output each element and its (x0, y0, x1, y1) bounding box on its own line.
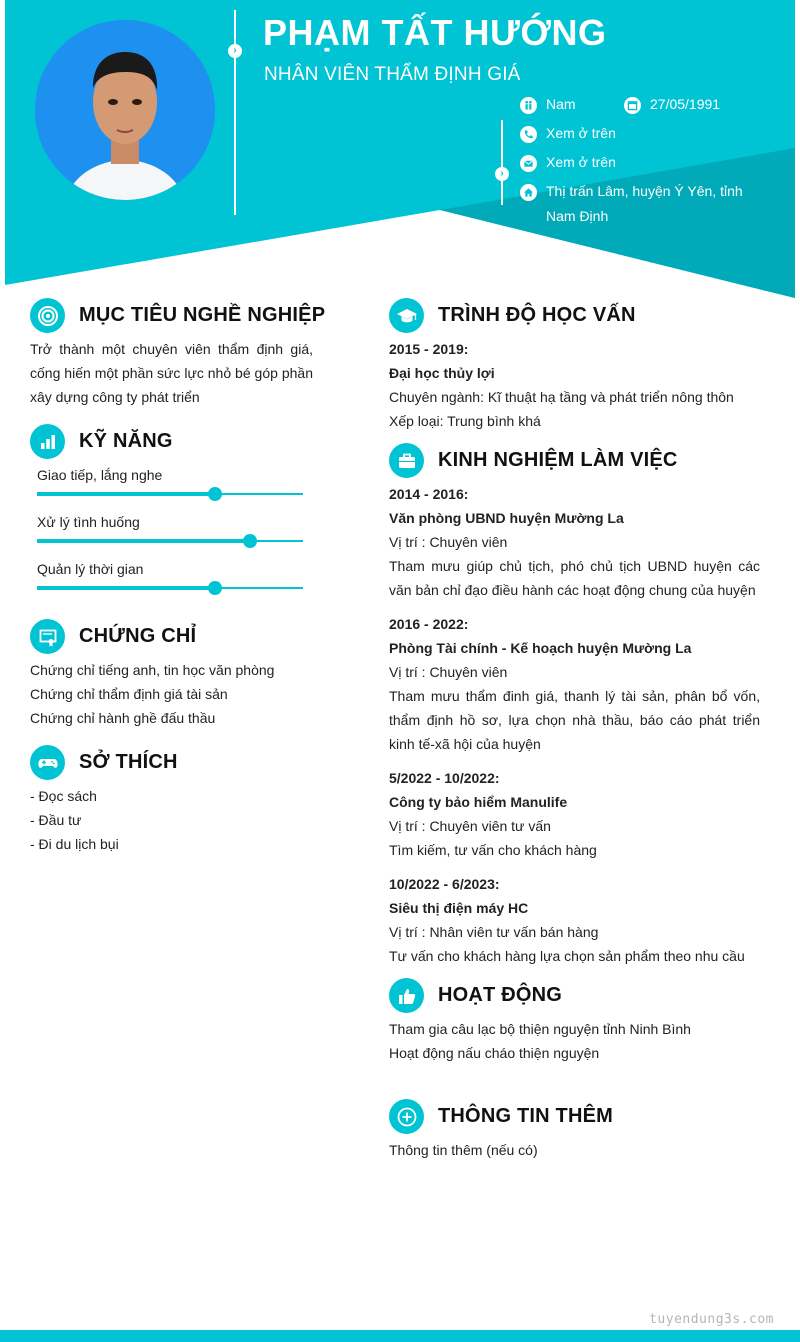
activity-item: Hoạt động nấu cháo thiện nguyện (389, 1045, 600, 1061)
objective-text: Trở thành một chuyên viên thẩm định giá, cống hiến một phần sức lực nhỏ bé góp phần xây dựng công ty phát triển (30, 341, 313, 405)
activity-item: Tham gia câu lạc bộ thiện nguyện tỉnh Ninh Bình (389, 1021, 691, 1037)
contact-divider (501, 120, 503, 205)
avatar (35, 20, 215, 200)
experience-position: Vị trí : Chuyên viên (389, 664, 508, 680)
skills-heading (30, 424, 173, 459)
portrait-image (35, 20, 215, 200)
experience-period: 2016 - 2022: (389, 616, 469, 632)
email-icon (520, 155, 537, 172)
contact-gender (520, 96, 576, 117)
education-period: 2015 - 2019: (389, 341, 469, 357)
certificate-item: Chứng chỉ tiếng anh, tin học văn phòng (30, 662, 275, 678)
address-value: Thị trấn Lâm, huyện Ý Yên, tỉnh Nam Định (546, 183, 743, 224)
hobby-item: - Đọc sách (30, 788, 97, 804)
contact-birthday (624, 96, 720, 117)
hobby-item: - Đầu tư (30, 812, 82, 828)
experience-description: Tư vấn cho khách hàng lựa chọn sản phẩm theo nhu cầu (389, 948, 745, 964)
additional-text: Thông tin thêm (nếu có) (389, 1142, 538, 1158)
hobby-item: - Đi du lịch bụi (30, 836, 119, 852)
skill-bar (37, 493, 303, 495)
skill-label: Giao tiếp, lắng nghe (37, 467, 163, 483)
skill-bar-fill (37, 539, 250, 543)
briefcase-icon (389, 443, 424, 478)
gender-value: Nam (546, 96, 576, 112)
skill-bar-knob (208, 581, 222, 595)
plus-circle-icon (389, 1099, 424, 1134)
phone-value: Xem ở trên (546, 125, 616, 141)
email-value: Xem ở trên (546, 154, 616, 170)
cv-header (0, 0, 800, 300)
skill-bar-fill (37, 586, 215, 590)
skill-label: Quản lý thời gian (37, 561, 144, 577)
skill-bar (37, 587, 303, 589)
experience-description: Tìm kiếm, tư vấn cho khách hàng (389, 842, 597, 858)
experience-title: KINH NGHIỆM LÀM VIỆC (438, 449, 678, 471)
additional-heading (389, 1099, 613, 1134)
education-school: Đại học thủy lợi (389, 365, 495, 381)
phone-icon (520, 126, 537, 143)
skill-bar (37, 540, 303, 542)
gamepad-icon (30, 745, 65, 780)
experience-period: 10/2022 - 6/2023: (389, 876, 500, 892)
certificates-title: CHỨNG CHỈ (79, 625, 197, 647)
certificate-icon (30, 619, 65, 654)
timeline-divider (234, 10, 236, 215)
certificate-item: Chứng chỉ hành ghề đấu thầu (30, 710, 216, 726)
target-icon (30, 298, 65, 333)
activities-title: HOẠT ĐỘNG (438, 984, 563, 1006)
job-title: NHÂN VIÊN THẨM ĐỊNH GIÁ (264, 64, 521, 85)
activities-heading (389, 978, 562, 1013)
skill-bar-knob (243, 534, 257, 548)
education-heading (389, 298, 636, 333)
certificate-item: Chứng chỉ thẩm định giá tài sản (30, 686, 228, 702)
education-grade: Xếp loại: Trung bình khá (389, 413, 541, 429)
experience-period: 5/2022 - 10/2022: (389, 770, 500, 786)
candidate-name: PHẠM TẤT HƯỚNG (263, 12, 607, 53)
contact-address (520, 183, 775, 229)
experience-description: Tham mưu thẩm đinh giá, thanh lý tài sản, phân bổ vốn, thẩm định hồ sơ, lựa chọn nhà thầu, báo cáo phát triển kinh tế-xã hội của huyện (389, 688, 760, 752)
experience-company: Văn phòng UBND huyện Mường La (389, 510, 624, 526)
birthday-value: 27/05/1991 (650, 96, 721, 112)
bar-chart-icon (30, 424, 65, 459)
objective-heading (30, 298, 325, 333)
education-title: TRÌNH ĐỘ HỌC VẤN (438, 304, 636, 326)
contact-email (520, 154, 616, 175)
chevron-right-icon: › (495, 167, 509, 181)
experience-company: Phòng Tài chính - Kế hoạch huyện Mường La (389, 640, 692, 656)
experience-company: Siêu thị điện máy HC (389, 900, 529, 916)
calendar-icon (624, 97, 641, 114)
experience-position: Vị trí : Chuyên viên (389, 534, 508, 550)
objective-title: MỤC TIÊU NGHỀ NGHIỆP (79, 304, 326, 326)
hobbies-title: SỞ THÍCH (79, 751, 178, 773)
experience-company: Công ty bảo hiểm Manulife (389, 794, 568, 810)
graduation-cap-icon (389, 298, 424, 333)
skill-label: Xử lý tình huống (37, 514, 140, 530)
experience-position: Vị trí : Chuyên viên tư vấn (389, 818, 551, 834)
watermark: tuyendung3s.com (649, 1312, 774, 1327)
skills-title: KỸ NĂNG (79, 430, 173, 452)
chevron-right-icon: › (228, 44, 242, 58)
certificates-heading (30, 619, 196, 654)
experience-position: Vị trí : Nhân viên tư vấn bán hàng (389, 924, 599, 940)
additional-title: THÔNG TIN THÊM (438, 1105, 614, 1127)
home-icon (520, 184, 537, 201)
experience-description: Tham mưu giúp chủ tịch, phó chủ tịch UBND huyện các văn bản chỉ đạo điều hành các hoạt động chung của huyện (389, 558, 760, 598)
footer-bar (0, 1330, 800, 1342)
skill-bar-fill (37, 492, 215, 496)
experience-period: 2014 - 2016: (389, 486, 469, 502)
contact-phone (520, 125, 616, 146)
gender-icon (520, 97, 537, 114)
experience-heading (389, 443, 678, 478)
thumbs-up-icon (389, 978, 424, 1013)
skill-bar-knob (208, 487, 222, 501)
education-major: Chuyên ngành: Kĩ thuật hạ tầng và phát triển nông thôn (389, 389, 734, 405)
hobbies-heading (30, 745, 178, 780)
